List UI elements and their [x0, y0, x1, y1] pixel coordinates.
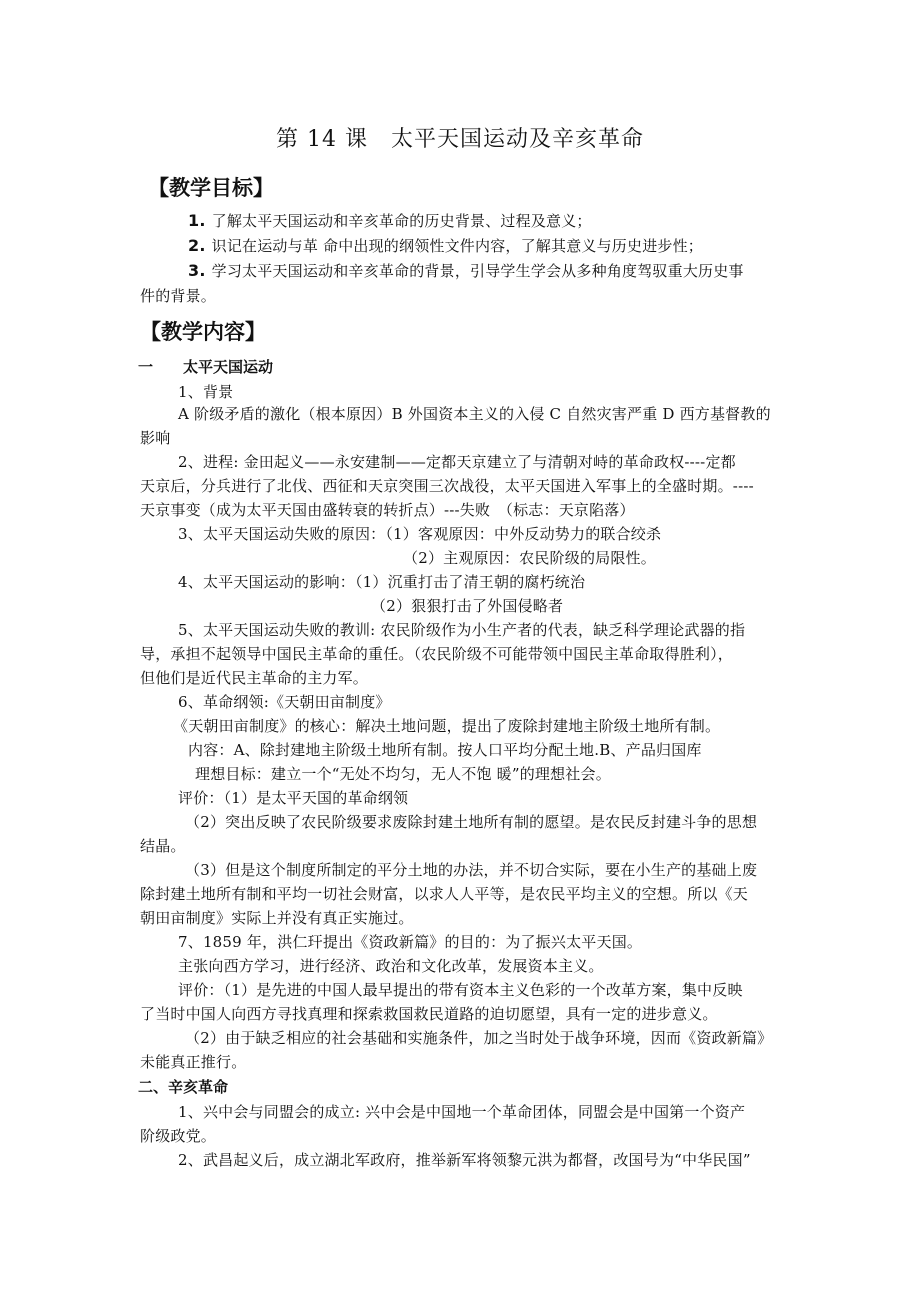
- paragraph-line: （2）狠狠打击了外国侵略者: [371, 597, 564, 615]
- paragraph-line: 了当时中国人向西方寻找真理和探索救国救民道路的迫切愿望，具有一定的进步意义。: [140, 1005, 718, 1023]
- paragraph-line: 6、革命纲领:《天朝田亩制度》: [178, 693, 391, 711]
- paragraph-line: （2）突出反映了农民阶级要求废除封建土地所有制的愿望。是农民反封建斗争的思想: [185, 813, 758, 831]
- paragraph-line: 5、太平天国运动失败的教训: 农民阶级作为小生产者的代表，缺乏科学理论武器的指: [178, 621, 746, 639]
- paragraph-line: 影响: [140, 429, 171, 447]
- paragraph-line: 阶级政党。: [140, 1127, 217, 1145]
- paragraph-line: 天京后，分兵进行了北伐、西征和天京突围三次战役，太平天国进入军事上的全盛时期。----: [140, 477, 754, 495]
- paragraph-line: 主张向西方学习，进行经济、政治和文化改革，发展资本主义。: [178, 957, 604, 975]
- paragraph-line: 天京事变（成为太平天国由盛转衰的转折点）---失败 （标志：天京陷落）: [140, 501, 635, 519]
- paragraph-line: 2、武昌起义后，成立湖北军政府，推举新军将领黎元洪为都督，改国号为“中华民国”: [178, 1151, 751, 1169]
- objective-number: 1.: [188, 211, 206, 230]
- paragraph-line: 评价：（1）是太平天国的革命纲领: [178, 789, 409, 807]
- objective-text: 学习太平天国运动和辛亥革命的背景，引导学生学会从多种角度驾驭重大历史事: [211, 262, 744, 280]
- objective-continuation: 件的背景。: [140, 287, 217, 305]
- objective-number: 2.: [188, 236, 206, 255]
- paragraph-line: 1、背景: [178, 383, 234, 401]
- paragraph-line: 内容：A、除封建地主阶级土地所有制。按人口平均分配土地.B、产品归国库: [188, 741, 702, 759]
- paragraph-line: （2）由于缺乏相应的社会基础和实施条件，加之当时处于战争环境，因而《资政新篇》: [185, 1029, 773, 1047]
- objectives-heading: 【教学目标】: [148, 176, 274, 200]
- paragraph-line: 7、1859 年，洪仁玕提出《资政新篇》的目的：为了振兴太平天国。: [178, 933, 643, 951]
- objective-number: 3.: [188, 261, 206, 280]
- objective-text: 了解太平天国运动和辛亥革命的历史背景、过程及意义；: [211, 212, 592, 230]
- paragraph-line: 朝田亩制度》实际上并没有真正实施过。: [140, 909, 414, 927]
- objective-item: [188, 210, 592, 231]
- paragraph-line: 除封建土地所有制和平均一切社会财富，以求人人平等，是农民平均主义的空想。所以《天: [140, 885, 749, 903]
- paragraph-line: 3、太平天国运动失败的原因：（1）客观原因：中外反动势力的联合绞杀: [178, 525, 662, 543]
- paragraph-line: 但他们是近代民主革命的主力军。: [140, 669, 369, 687]
- objective-item: [188, 260, 744, 281]
- paragraph-line: 导，承担不起领导中国民主革命的重任。（农民阶级不可能带领中国民主革命取得胜利），: [140, 645, 734, 663]
- paragraph-line: 《天朝田亩制度》的核心：解决土地问题，提出了废除封建地主阶级土地所有制。: [173, 717, 721, 735]
- paragraph-line: 结晶。: [140, 837, 186, 855]
- paragraph-line: 评价：（1）是先进的中国人最早提出的带有资本主义色彩的一个改革方案，集中反映: [178, 981, 743, 999]
- page-title: 第 14 课 太平天国运动及辛亥革命: [276, 127, 644, 152]
- paragraph-line: A 阶级矛盾的激化（根本原因）B 外国资本主义的入侵 C 自然灾害严重 D 西方基督教的: [178, 405, 771, 423]
- paragraph-line: 1、兴中会与同盟会的成立: 兴中会是中国地一个革命团体，同盟会是中国第一个资产: [178, 1103, 746, 1121]
- objective-text: 识记在运动与革 命中出现的纲领性文件内容，了解其意义与历史进步性；: [211, 237, 703, 255]
- paragraph-line: 未能真正推行。: [140, 1053, 247, 1071]
- paragraph-line: 4、太平天国运动的影响：（1）沉重打击了清王朝的腐朽统治: [178, 573, 586, 591]
- content-heading: 【教学内容】: [140, 320, 266, 344]
- section-heading: 二、辛亥革命: [138, 1078, 229, 1096]
- objective-item: [188, 235, 703, 256]
- paragraph-line: 理想目标：建立一个“无处不均匀，无人不饱 暖”的理想社会。: [195, 765, 611, 783]
- paragraph-line: （3）但是这个制度所制定的平分土地的办法，并不切合实际，要在小生产的基础上废: [185, 861, 758, 879]
- section-heading: 一 太平天国运动: [138, 358, 274, 376]
- paragraph-line: 2、进程: 金田起义——永安建制——定都天京建立了与清朝对峙的革命政权----定都: [178, 453, 736, 471]
- paragraph-line: （2）主观原因：农民阶级的局限性。: [403, 549, 656, 567]
